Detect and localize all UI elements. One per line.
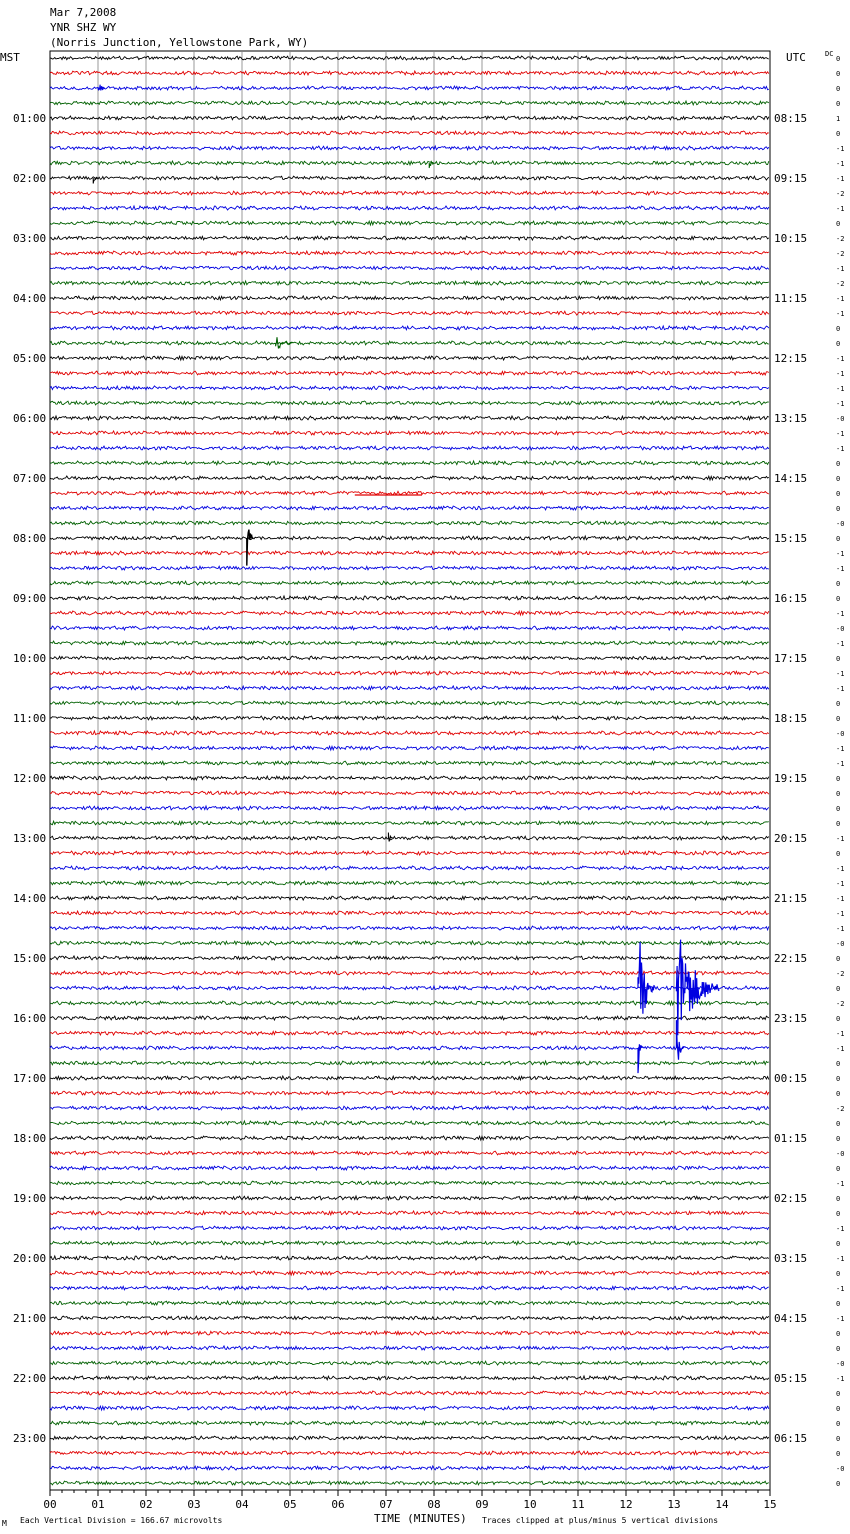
dc-offset-label: -1 bbox=[836, 925, 845, 933]
dc-offset-label: -2 bbox=[836, 280, 845, 288]
dc-offset-label: -1 bbox=[836, 385, 845, 393]
dc-offset-label: -1 bbox=[836, 310, 845, 318]
trace-line bbox=[50, 881, 769, 885]
utc-hour-label: 10:15 bbox=[774, 232, 808, 245]
dc-offset-label: -1 bbox=[836, 430, 845, 438]
dc-offset-label: 0 bbox=[836, 505, 841, 513]
trace-line bbox=[50, 1166, 769, 1170]
trace-line bbox=[50, 1196, 769, 1200]
trace-line bbox=[50, 1106, 769, 1110]
trace-line bbox=[50, 836, 769, 840]
dc-offset-label: -0 bbox=[836, 625, 845, 633]
trace-group bbox=[50, 56, 769, 1485]
x-axis-title: TIME (MINUTES) bbox=[374, 1512, 467, 1525]
dc-offset-label: -1 bbox=[836, 160, 845, 168]
utc-hour-label: 21:15 bbox=[774, 892, 808, 905]
x-tick-label: 12 bbox=[619, 1498, 633, 1511]
trace-line bbox=[50, 1151, 769, 1155]
dc-offset-label: 0 bbox=[836, 70, 841, 78]
trace-line bbox=[50, 266, 769, 270]
dc-offset-label: 0 bbox=[836, 790, 841, 798]
trace-line bbox=[50, 1001, 769, 1005]
dc-offset-label: -1 bbox=[836, 640, 845, 648]
dc-offset-label: 0 bbox=[836, 340, 841, 348]
trace-line bbox=[50, 821, 769, 825]
utc-hour-label: 11:15 bbox=[774, 292, 808, 305]
dc-offset-label: -1 bbox=[836, 1375, 845, 1383]
trace-line bbox=[50, 1316, 769, 1320]
trace-line bbox=[50, 1121, 769, 1125]
event-burst bbox=[98, 85, 105, 91]
mst-hour-label: 06:00 bbox=[13, 412, 47, 425]
utc-hour-label: 12:15 bbox=[774, 352, 808, 365]
date-label: Mar 7,2008 bbox=[50, 6, 117, 19]
dc-title: DC bbox=[825, 50, 834, 58]
dc-offset-label: -1 bbox=[836, 175, 845, 183]
x-tick-label: 10 bbox=[523, 1498, 537, 1511]
dc-offset-label: -1 bbox=[836, 1285, 845, 1293]
trace-line bbox=[50, 551, 769, 555]
dc-offset-label: 0 bbox=[836, 1330, 841, 1338]
trace-line bbox=[50, 476, 769, 480]
utc-hour-label: 23:15 bbox=[774, 1012, 808, 1025]
dc-offset-label: 0 bbox=[836, 850, 841, 858]
trace-line bbox=[50, 146, 769, 150]
x-tick-label: 13 bbox=[667, 1498, 681, 1511]
dc-offset-label: 0 bbox=[836, 130, 841, 138]
trace-line bbox=[50, 806, 769, 810]
trace-line bbox=[50, 1181, 769, 1185]
dc-offset-label: -1 bbox=[836, 1225, 845, 1233]
trace-line bbox=[50, 896, 769, 900]
x-tick-label: 15 bbox=[763, 1498, 777, 1511]
trace-line bbox=[50, 911, 769, 915]
dc-offset-label: -2 bbox=[836, 970, 845, 978]
dc-offset-label: 0 bbox=[836, 1345, 841, 1353]
trace-line bbox=[50, 776, 769, 780]
mst-hour-label: 05:00 bbox=[13, 352, 47, 365]
utc-hour-label: 22:15 bbox=[774, 952, 808, 965]
dc-offset-label: 0 bbox=[836, 55, 841, 63]
dc-offset-label: 0 bbox=[836, 1390, 841, 1398]
dc-offset-label: 0 bbox=[836, 700, 841, 708]
trace-line bbox=[50, 1301, 769, 1305]
dc-offset-label: 0 bbox=[836, 85, 841, 93]
utc-hour-label: 16:15 bbox=[774, 592, 808, 605]
dc-offset-label: -2 bbox=[836, 1105, 845, 1113]
mst-hour-label: 03:00 bbox=[13, 232, 47, 245]
x-tick-label: 06 bbox=[331, 1498, 345, 1511]
trace-line bbox=[50, 116, 769, 120]
x-axis bbox=[43, 1490, 776, 1511]
utc-hour-label: 15:15 bbox=[774, 532, 808, 545]
dc-offset-label: -2 bbox=[836, 250, 845, 258]
dc-offset-label: 0 bbox=[836, 1135, 841, 1143]
trace-line bbox=[50, 1376, 769, 1380]
trace-line bbox=[50, 536, 769, 540]
utc-hour-label: 06:15 bbox=[774, 1432, 808, 1445]
dc-offset-label: 0 bbox=[836, 805, 841, 813]
utc-hour-label: 18:15 bbox=[774, 712, 808, 725]
trace-line bbox=[50, 371, 769, 375]
trace-line bbox=[50, 1031, 769, 1035]
dc-offset-label: 0 bbox=[836, 1090, 841, 1098]
trace-line bbox=[50, 1391, 769, 1395]
trace-line bbox=[50, 176, 769, 180]
dc-offset-label: 0 bbox=[836, 1420, 841, 1428]
trace-line bbox=[50, 731, 769, 735]
dc-offset-label: -1 bbox=[836, 685, 845, 693]
x-tick-label: 07 bbox=[379, 1498, 393, 1511]
dc-offset-label: 0 bbox=[836, 580, 841, 588]
trace-line bbox=[50, 311, 769, 315]
trace-line bbox=[50, 686, 769, 690]
location-label: (Norris Junction, Yellowstone Park, WY) bbox=[50, 36, 309, 49]
mst-hour-label: 09:00 bbox=[13, 592, 47, 605]
dc-offset-label: -0 bbox=[836, 730, 845, 738]
x-tick-label: 04 bbox=[235, 1498, 249, 1511]
trace-line bbox=[50, 1241, 769, 1245]
trace-line bbox=[50, 1361, 769, 1365]
trace-line bbox=[50, 626, 769, 630]
dc-offset-label: 0 bbox=[836, 1075, 841, 1083]
mst-hour-label: 16:00 bbox=[13, 1012, 47, 1025]
trace-line bbox=[50, 461, 769, 465]
utc-hour-labels bbox=[774, 112, 807, 1445]
dc-offset-label: -1 bbox=[836, 1255, 845, 1263]
dc-offset-label: 0 bbox=[836, 1480, 841, 1488]
trace-line bbox=[50, 1016, 769, 1020]
trace-line bbox=[50, 1451, 769, 1455]
mst-hour-label: 08:00 bbox=[13, 532, 47, 545]
dc-offset-label: 0 bbox=[836, 535, 841, 543]
utc-hour-label: 09:15 bbox=[774, 172, 808, 185]
mst-hour-label: 10:00 bbox=[13, 652, 47, 665]
dc-offset-label: 0 bbox=[836, 1210, 841, 1218]
trace-line bbox=[50, 1421, 769, 1425]
x-tick-label: 03 bbox=[187, 1498, 201, 1511]
dc-offset-label: 0 bbox=[836, 595, 841, 603]
x-tick-label: 01 bbox=[91, 1498, 105, 1511]
dc-offset-label: -1 bbox=[836, 835, 845, 843]
x-tick-label: 11 bbox=[571, 1498, 585, 1511]
trace-line bbox=[50, 326, 769, 330]
dc-offset-label: -1 bbox=[836, 910, 845, 918]
utc-hour-label: 02:15 bbox=[774, 1192, 808, 1205]
trace-line bbox=[50, 86, 769, 90]
trace-line bbox=[50, 1211, 769, 1215]
dc-offset-label: -1 bbox=[836, 760, 845, 768]
clip-note: Traces clipped at plus/minus 5 vertical divisions bbox=[482, 1516, 719, 1525]
dc-offset-label: 0 bbox=[836, 1405, 841, 1413]
trace-line bbox=[50, 926, 769, 930]
dc-offset-label: -1 bbox=[836, 865, 845, 873]
dc-offset-label: -1 bbox=[836, 145, 845, 153]
dc-offset-label: -1 bbox=[836, 1030, 845, 1038]
trace-line bbox=[50, 746, 769, 750]
trace-line bbox=[50, 71, 769, 75]
trace-line bbox=[50, 191, 769, 195]
utc-hour-label: 19:15 bbox=[774, 772, 808, 785]
dc-offset-label: -0 bbox=[836, 1360, 845, 1368]
dc-offset-label: 0 bbox=[836, 1120, 841, 1128]
mst-hour-label: 23:00 bbox=[13, 1432, 47, 1445]
utc-hour-label: 13:15 bbox=[774, 412, 808, 425]
trace-line bbox=[50, 101, 769, 105]
mst-hour-label: 12:00 bbox=[13, 772, 47, 785]
event-burst bbox=[638, 1044, 642, 1073]
mst-hour-label: 04:00 bbox=[13, 292, 47, 305]
dc-offset-label: -1 bbox=[836, 1315, 845, 1323]
dc-offset-label: -1 bbox=[836, 265, 845, 273]
dc-offset-label: -1 bbox=[836, 550, 845, 558]
utc-hour-label: 20:15 bbox=[774, 832, 808, 845]
mst-hour-label: 18:00 bbox=[13, 1132, 47, 1145]
mst-hour-label: 02:00 bbox=[13, 172, 47, 185]
trace-line bbox=[50, 956, 769, 960]
trace-line bbox=[50, 971, 769, 975]
trace-line bbox=[50, 941, 769, 945]
trace-line bbox=[50, 431, 769, 435]
dc-offset-labels bbox=[836, 55, 844, 1488]
trace-line bbox=[50, 341, 769, 345]
mst-hour-label: 01:00 bbox=[13, 112, 47, 125]
mst-hour-label: 17:00 bbox=[13, 1072, 47, 1085]
dc-offset-label: 0 bbox=[836, 1300, 841, 1308]
dc-offset-label: -1 bbox=[836, 445, 845, 453]
trace-line bbox=[50, 1136, 769, 1140]
dc-offset-label: 0 bbox=[836, 1165, 841, 1173]
dc-offset-label: -1 bbox=[836, 355, 845, 363]
trace-line bbox=[50, 161, 769, 165]
trace-line bbox=[50, 1226, 769, 1230]
dc-offset-label: -0 bbox=[836, 1150, 845, 1158]
trace-line bbox=[50, 1466, 769, 1470]
dc-offset-label: -1 bbox=[836, 400, 845, 408]
dc-offset-label: -0 bbox=[836, 1465, 845, 1473]
trace-line bbox=[50, 56, 769, 60]
dc-offset-label: -0 bbox=[836, 520, 845, 528]
trace-line bbox=[50, 671, 769, 675]
trace-line bbox=[50, 251, 769, 255]
trace-line bbox=[50, 386, 769, 390]
trace-line bbox=[50, 611, 769, 615]
dc-offset-label: 0 bbox=[836, 220, 841, 228]
trace-line bbox=[50, 296, 769, 300]
dc-offset-label: 0 bbox=[836, 475, 841, 483]
dc-offset-label: -1 bbox=[836, 295, 845, 303]
mst-hour-label: 13:00 bbox=[13, 832, 47, 845]
mst-hour-label: 20:00 bbox=[13, 1252, 47, 1265]
mst-hour-label: 22:00 bbox=[13, 1372, 47, 1385]
trace-line bbox=[50, 221, 769, 225]
utc-hour-label: 03:15 bbox=[774, 1252, 808, 1265]
trace-line bbox=[50, 701, 769, 705]
trace-line bbox=[50, 986, 769, 990]
x-tick-label: 05 bbox=[283, 1498, 297, 1511]
x-tick-label: 14 bbox=[715, 1498, 729, 1511]
trace-line bbox=[50, 446, 769, 450]
dc-offset-label: 0 bbox=[836, 325, 841, 333]
trace-line bbox=[50, 1271, 769, 1275]
trace-line bbox=[50, 236, 769, 240]
mst-hour-label: 15:00 bbox=[13, 952, 47, 965]
utc-hour-label: 17:15 bbox=[774, 652, 808, 665]
dc-offset-label: -0 bbox=[836, 940, 845, 948]
dc-offset-label: -1 bbox=[836, 670, 845, 678]
scale-note: Each Vertical Division = 166.67 microvolts bbox=[20, 1516, 223, 1525]
right-axis-title: UTC bbox=[786, 51, 806, 64]
utc-hour-label: 08:15 bbox=[774, 112, 808, 125]
trace-line bbox=[50, 581, 769, 585]
dc-offset-label: 0 bbox=[836, 985, 841, 993]
mst-hour-label: 21:00 bbox=[13, 1312, 47, 1325]
corner-mark: M bbox=[2, 1519, 7, 1528]
dc-offset-label: -1 bbox=[836, 610, 845, 618]
utc-hour-label: 01:15 bbox=[774, 1132, 808, 1145]
dc-offset-label: 0 bbox=[836, 490, 841, 498]
dc-offset-label: -2 bbox=[836, 1000, 845, 1008]
mst-hour-label: 11:00 bbox=[13, 712, 47, 725]
utc-hour-label: 04:15 bbox=[774, 1312, 808, 1325]
trace-line bbox=[50, 1061, 769, 1065]
dc-offset-label: -0 bbox=[836, 415, 845, 423]
dc-offset-label: 1 bbox=[836, 115, 841, 123]
trace-line bbox=[50, 851, 769, 855]
trace-line bbox=[50, 1481, 769, 1485]
dc-offset-label: -1 bbox=[836, 1045, 845, 1053]
dc-offset-label: 0 bbox=[836, 1240, 841, 1248]
utc-hour-label: 00:15 bbox=[774, 1072, 808, 1085]
trace-line bbox=[50, 356, 769, 360]
trace-line bbox=[50, 641, 769, 645]
event-burst bbox=[247, 530, 253, 566]
x-tick-label: 00 bbox=[43, 1498, 57, 1511]
utc-hour-label: 05:15 bbox=[774, 1372, 808, 1385]
x-tick-label: 08 bbox=[427, 1498, 441, 1511]
dc-offset-label: -1 bbox=[836, 370, 845, 378]
trace-line bbox=[50, 791, 769, 795]
dc-offset-label: 0 bbox=[836, 1435, 841, 1443]
mst-hour-labels bbox=[13, 112, 46, 1445]
mst-hour-label: 07:00 bbox=[13, 472, 47, 485]
trace-line bbox=[50, 1286, 769, 1290]
dc-offset-label: 0 bbox=[836, 715, 841, 723]
dc-offset-label: 0 bbox=[836, 1015, 841, 1023]
trace-line bbox=[50, 761, 769, 765]
trace-line bbox=[50, 416, 769, 420]
trace-line bbox=[50, 1046, 769, 1050]
left-axis-title: MST bbox=[0, 51, 20, 64]
trace-line bbox=[50, 401, 769, 405]
trace-line bbox=[50, 566, 769, 570]
dc-offset-label: -1 bbox=[836, 565, 845, 573]
trace-line bbox=[50, 866, 769, 870]
dc-offset-label: -1 bbox=[836, 205, 845, 213]
trace-line bbox=[50, 1436, 769, 1440]
trace-line bbox=[50, 1076, 769, 1080]
dc-offset-label: 0 bbox=[836, 655, 841, 663]
trace-line bbox=[50, 1406, 769, 1410]
mst-hour-label: 14:00 bbox=[13, 892, 47, 905]
trace-line bbox=[50, 281, 769, 285]
trace-line bbox=[50, 1346, 769, 1350]
trace-line bbox=[50, 1256, 769, 1260]
dc-offset-label: -1 bbox=[836, 895, 845, 903]
x-tick-label: 09 bbox=[475, 1498, 489, 1511]
dc-offset-label: 0 bbox=[836, 460, 841, 468]
dc-offset-label: 0 bbox=[836, 1450, 841, 1458]
trace-line bbox=[50, 521, 769, 525]
trace-line bbox=[50, 1091, 769, 1095]
dc-offset-label: -2 bbox=[836, 235, 845, 243]
event-group bbox=[93, 85, 719, 1073]
trace-line bbox=[50, 716, 769, 720]
dc-offset-label: 0 bbox=[836, 820, 841, 828]
dc-offset-label: -1 bbox=[836, 745, 845, 753]
dc-offset-label: -1 bbox=[836, 1180, 845, 1188]
dc-offset-label: -2 bbox=[836, 190, 845, 198]
dc-offset-label: 0 bbox=[836, 1060, 841, 1068]
x-tick-label: 02 bbox=[139, 1498, 153, 1511]
station-label: YNR SHZ WY bbox=[50, 21, 117, 34]
mst-hour-label: 19:00 bbox=[13, 1192, 47, 1205]
dc-offset-label: 0 bbox=[836, 100, 841, 108]
trace-line bbox=[50, 506, 769, 510]
utc-hour-label: 14:15 bbox=[774, 472, 808, 485]
trace-line bbox=[50, 656, 769, 660]
dc-offset-label: -1 bbox=[836, 880, 845, 888]
dc-offset-label: 0 bbox=[836, 955, 841, 963]
trace-line bbox=[50, 131, 769, 135]
dc-offset-label: 0 bbox=[836, 1270, 841, 1278]
dc-offset-label: 0 bbox=[836, 775, 841, 783]
dc-offset-label: 0 bbox=[836, 1195, 841, 1203]
trace-line bbox=[50, 206, 769, 210]
trace-line bbox=[50, 596, 769, 600]
trace-line bbox=[50, 1331, 769, 1335]
